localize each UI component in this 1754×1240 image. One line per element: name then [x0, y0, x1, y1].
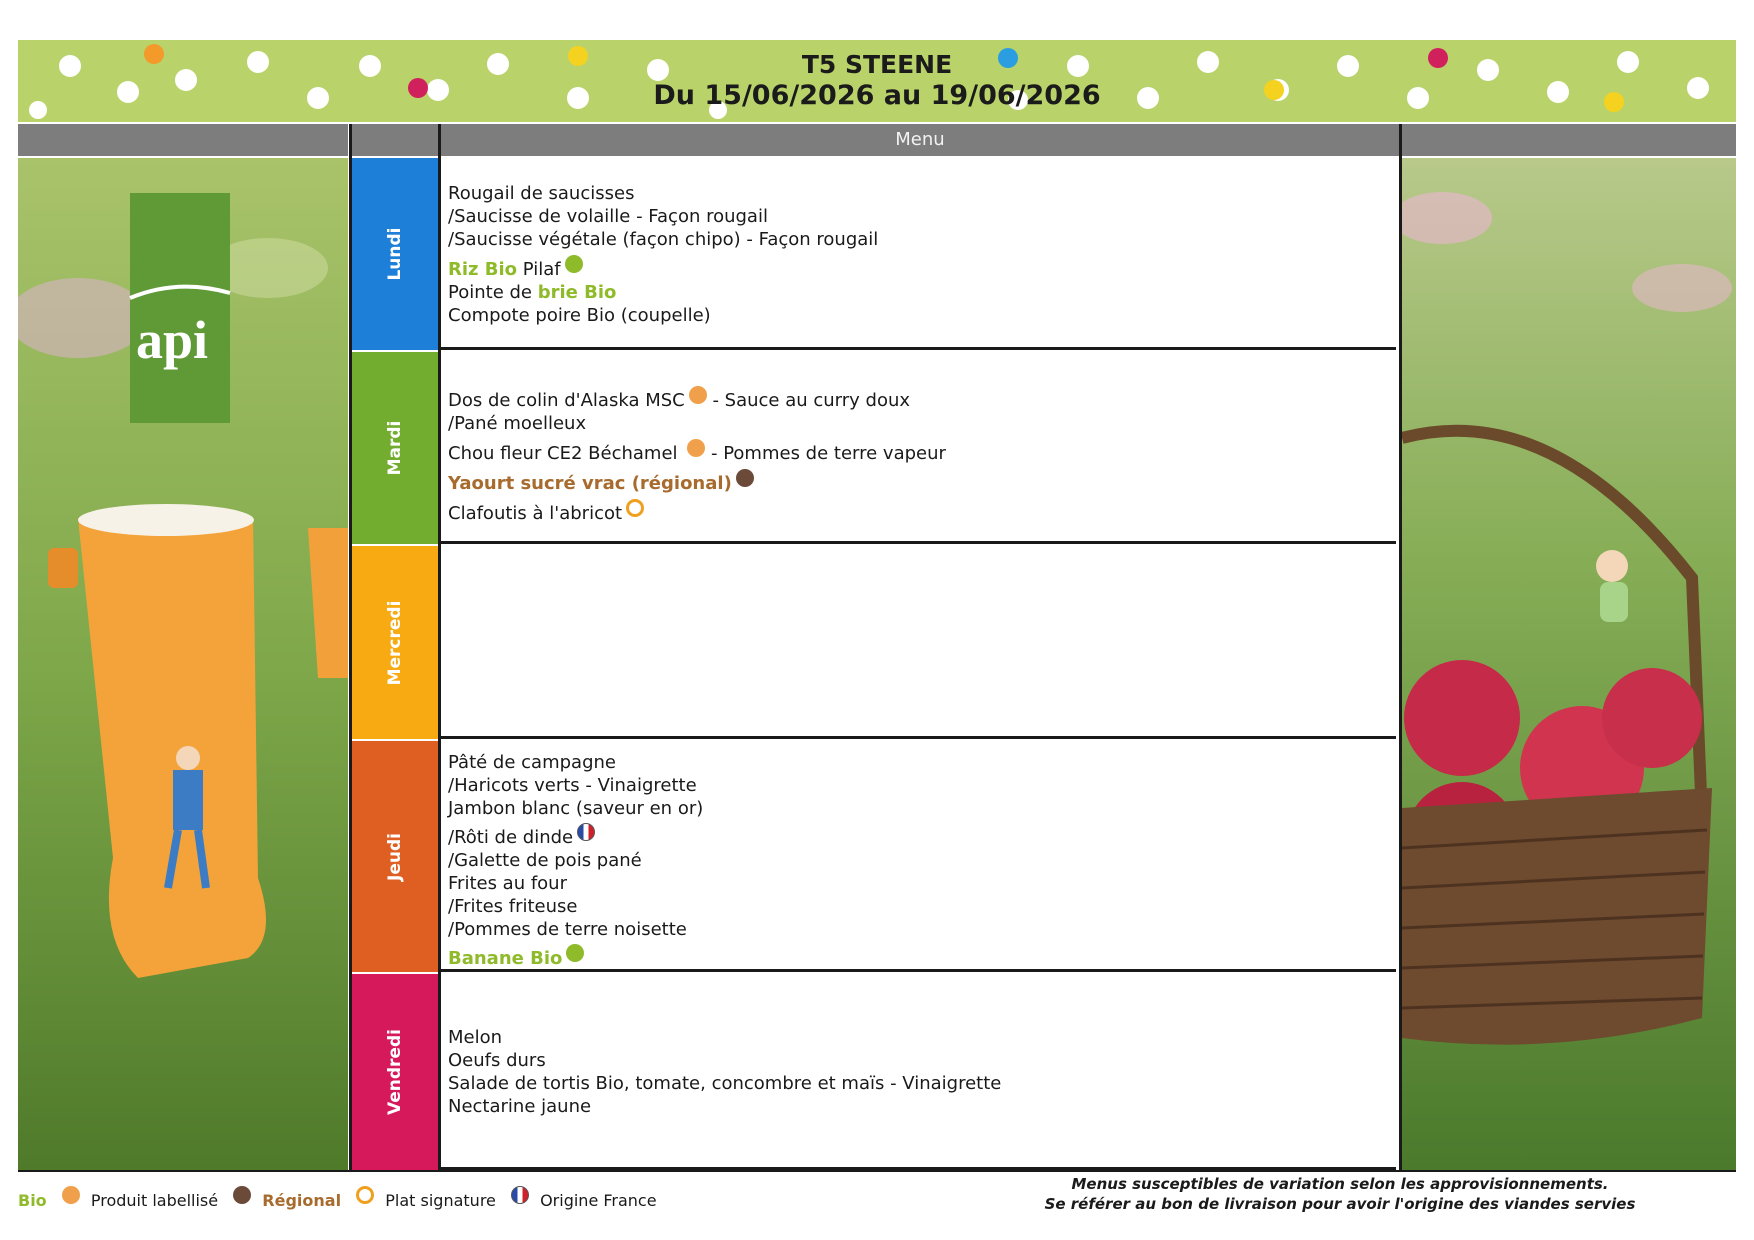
day-label-lundi: Lundi	[385, 227, 405, 281]
day-header-cell	[352, 124, 438, 156]
menu-item: /Saucisse de volaille - Façon rougail	[448, 206, 768, 227]
menu-item: Melon	[448, 1027, 503, 1048]
header-title: T5 STEENE	[801, 50, 953, 79]
menu-item	[448, 281, 878, 304]
menu-item-text: Pilaf	[517, 259, 561, 280]
day-label-jeudi: Jeudi	[385, 832, 405, 881]
menu-item: Frites au four	[448, 873, 567, 894]
menu-cell-mardi	[440, 352, 1396, 544]
disclaimer-line: Se référer au bon de livraison pour avoir l'origine des viandes servies	[1044, 1195, 1636, 1213]
menu-item: Compote poire Bio (coupelle)	[448, 305, 711, 326]
grid-line	[438, 124, 441, 1170]
menu-item: /Pané moelleux	[448, 413, 587, 434]
menu-item	[448, 823, 703, 849]
menu-item-text: /Rôti de dinde	[448, 827, 574, 848]
boot-illustration	[18, 158, 348, 1170]
menu-item	[448, 499, 946, 525]
menu-cell-vendredi	[440, 974, 1396, 1170]
menu-item: Pâté de campagne	[448, 752, 616, 773]
menu-item-text: Clafoutis à l'abricot	[448, 503, 623, 524]
legend-regional: Régional	[262, 1191, 342, 1210]
menu-item: Salade de tortis Bio, tomate, concombre et maïs - Vinaigrette	[448, 1073, 1002, 1094]
signature-icon	[626, 499, 644, 517]
api-logo-text: api	[136, 310, 209, 370]
menu-cell-mercredi	[440, 546, 1396, 739]
day-tab-mercredi	[352, 546, 438, 739]
disclaimer-note	[990, 1174, 1690, 1214]
menu-item-text: Chou fleur CE2 Béchamel	[448, 443, 684, 464]
france-flag-icon	[511, 1186, 529, 1204]
day-tab-jeudi	[352, 741, 438, 972]
legend	[18, 1186, 663, 1210]
header-banner	[18, 40, 1736, 122]
menu-item-text: Pointe de	[448, 282, 538, 303]
menu-item: Rougail de saucisses	[448, 183, 635, 204]
grid-line	[18, 1170, 1736, 1172]
bio-highlight: Banane Bio	[448, 948, 563, 969]
menu-column-header: Menu	[441, 124, 1399, 156]
left-header-cell	[18, 124, 348, 156]
right-header-cell	[1402, 124, 1736, 156]
label-icon	[62, 1186, 80, 1204]
menu-item	[448, 469, 946, 495]
bio-icon	[565, 255, 583, 273]
regional-icon	[233, 1186, 251, 1204]
legend-bio: Bio	[18, 1191, 47, 1210]
day-tab-lundi	[352, 158, 438, 350]
day-label-vendredi: Vendredi	[385, 1029, 405, 1115]
menu-item	[448, 944, 703, 970]
menu-item-text: - Pommes de terre vapeur	[705, 443, 946, 464]
menu-item	[448, 386, 946, 412]
grid-line	[349, 124, 352, 1170]
regional-icon	[736, 469, 754, 487]
menu-cell-lundi	[440, 158, 1396, 350]
left-decorative-photo	[18, 158, 348, 1170]
france-flag-icon	[577, 823, 595, 841]
menu-item: /Haricots verts - Vinaigrette	[448, 775, 697, 796]
header-date-range: Du 15/06/2026 au 19/06/2026	[653, 80, 1101, 111]
label-icon	[687, 439, 705, 457]
menu-item-text: Dos de colin d'Alaska MSC	[448, 390, 685, 411]
menu-item-text: - Sauce au curry doux	[706, 390, 911, 411]
menu-item: /Saucisse végétale (façon chipo) - Façon rougail	[448, 229, 879, 250]
menu-item: /Galette de pois pané	[448, 850, 642, 871]
day-tab-vendredi	[352, 974, 438, 1170]
bio-highlight: brie Bio	[537, 282, 617, 303]
menu-cell-jeudi	[440, 741, 1396, 972]
legend-origine: Origine France	[540, 1191, 657, 1210]
grid-line	[1399, 124, 1402, 1170]
legend-labellise: Produit labellisé	[90, 1191, 219, 1210]
apple-basket-illustration	[1402, 158, 1736, 1170]
menu-item	[448, 255, 878, 281]
regional-highlight: Yaourt sucré vrac (régional)	[448, 473, 732, 494]
signature-icon	[356, 1186, 374, 1204]
menu-item: /Frites friteuse	[448, 896, 578, 917]
day-label-mercredi: Mercredi	[385, 600, 405, 685]
day-label-mardi: Mardi	[385, 420, 405, 476]
disclaimer-line: Menus susceptibles de variation selon les approvisionnements.	[1071, 1175, 1609, 1193]
bio-highlight: Riz Bio	[448, 259, 518, 280]
menu-item: /Pommes de terre noisette	[448, 919, 687, 940]
menu-item	[448, 439, 946, 465]
menu-item: Nectarine jaune	[448, 1096, 592, 1117]
day-tab-mardi	[352, 352, 438, 544]
bio-icon	[566, 944, 584, 962]
legend-signature: Plat signature	[385, 1191, 496, 1210]
label-icon	[689, 386, 707, 404]
menu-item: Oeufs durs	[448, 1050, 546, 1071]
menu-item: Jambon blanc (saveur en or)	[448, 798, 704, 819]
right-decorative-photo	[1402, 158, 1736, 1170]
